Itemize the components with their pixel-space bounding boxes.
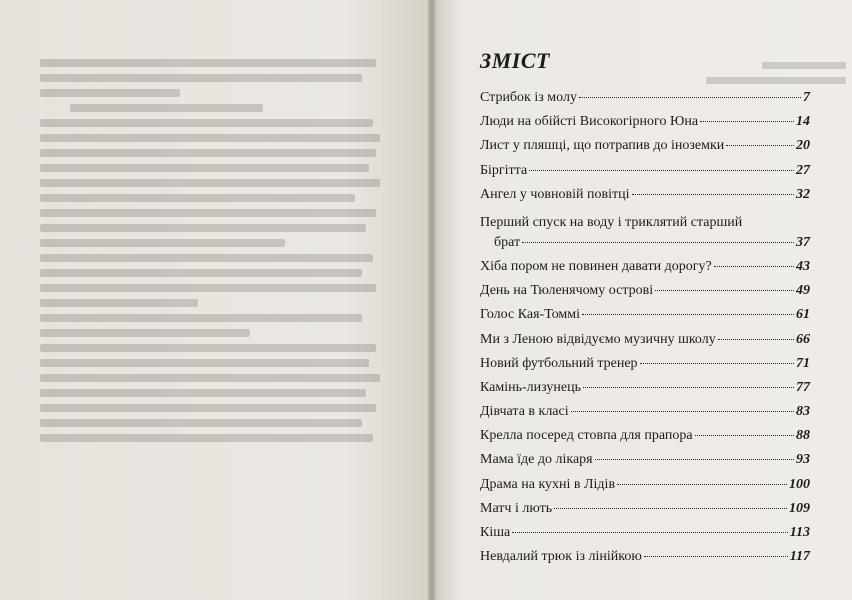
toc-entry-title: Люди на обійсті Високогірного Юна (480, 114, 699, 130)
toc-entry-title: Ми з Леною відвідуємо музичну школу (480, 331, 716, 347)
toc-entry (480, 114, 810, 138)
toc-entry-page: 66 (796, 331, 810, 347)
toc-entry-title: Кіша (480, 525, 511, 540)
toc-entry-page: 27 (796, 162, 810, 178)
table-of-contents (480, 90, 810, 573)
toc-entry-page: 93 (796, 452, 810, 468)
toc-entry-page: 43 (796, 258, 810, 274)
toc-entry-title: Мама їде до лікаря (480, 452, 593, 468)
dot-leader (512, 532, 788, 533)
toc-entry (480, 356, 810, 380)
toc-entry (480, 525, 810, 549)
toc-entry-title: Стрибок із молу (480, 90, 577, 105)
dot-leader (640, 363, 794, 364)
toc-entry-page: 20 (796, 138, 810, 154)
toc-entry-title: Лист у пляшці, що потрапив до іноземки (480, 138, 725, 154)
toc-entry-title: Хіба пором не повинен давати дорогу? (480, 258, 712, 274)
toc-entry-page: 88 (796, 428, 810, 444)
dot-leader (632, 194, 795, 195)
toc-entry (480, 404, 810, 428)
toc-entry-title-continued: брат (494, 234, 521, 250)
toc-heading: ЗМІСТ (480, 48, 550, 73)
toc-entry (480, 90, 810, 114)
dot-leader (617, 484, 787, 485)
toc-entry-page: 61 (796, 307, 810, 323)
toc-entry-page: 14 (796, 114, 810, 130)
toc-entry-page: 109 (789, 500, 810, 516)
toc-entry-page: 7 (803, 90, 810, 105)
toc-entry-page: 83 (796, 404, 810, 420)
bleed-through-text (40, 52, 390, 449)
toc-entry-title: Крелла посеред стовпа для прапора (480, 428, 693, 444)
dot-leader (579, 97, 801, 98)
toc-entry (480, 307, 810, 331)
dot-leader (529, 170, 794, 171)
toc-entry-page: 100 (789, 476, 810, 492)
toc-entry (480, 138, 810, 162)
toc-entry-title: Перший спуск на воду і триклятий старший (480, 214, 743, 230)
toc-entry (480, 332, 810, 356)
book-gutter (428, 0, 436, 600)
toc-entry-title: Голос Кая-Томмі (480, 307, 581, 323)
dot-leader (714, 266, 794, 267)
toc-entry (480, 549, 810, 573)
bleed-through-text-right (706, 54, 846, 92)
dot-leader (700, 121, 794, 122)
toc-entry-title: Камінь-лизунець (480, 379, 581, 395)
dot-leader (583, 387, 794, 388)
dot-leader (554, 508, 787, 509)
dot-leader (571, 411, 794, 412)
toc-entry-page: 49 (796, 283, 810, 299)
toc-entry-title: Біргітта (480, 162, 528, 178)
toc-entry-page: 77 (796, 379, 810, 395)
toc-entry-page: 32 (796, 186, 810, 202)
toc-entry-title: Драма на кухні в Лідів (480, 476, 616, 492)
dot-leader (595, 459, 794, 460)
toc-entry-page: 37 (796, 234, 810, 250)
toc-entry-page: 113 (789, 525, 810, 540)
toc-entry (480, 428, 810, 452)
dot-leader (522, 242, 794, 243)
toc-entry (480, 187, 810, 211)
bleed-through-page-number (44, 561, 47, 576)
toc-entry (480, 501, 810, 525)
toc-entry (480, 211, 810, 259)
toc-entry-title: Новий футбольний тренер (480, 355, 638, 371)
toc-entry-page: 117 (789, 549, 810, 565)
dot-leader (726, 145, 794, 146)
toc-entry-title: Невдалий трюк із лінійкою (480, 549, 642, 565)
toc-entry (480, 477, 810, 501)
dot-leader (695, 435, 794, 436)
toc-entry-title: Ангел у човновій повітці (480, 186, 630, 202)
dot-leader (582, 314, 794, 315)
toc-entry-title: Дівчата в класі (480, 404, 569, 420)
toc-entry (480, 163, 810, 187)
toc-entry (480, 259, 810, 283)
toc-entry-page: 71 (796, 355, 810, 371)
dot-leader (644, 556, 788, 557)
dot-leader (718, 339, 794, 340)
toc-entry (480, 380, 810, 404)
toc-entry (480, 283, 810, 307)
toc-entry-title: День на Тюленячому острові (480, 283, 654, 299)
toc-entry-title: Матч і лють (480, 500, 553, 516)
dot-leader (655, 290, 794, 291)
toc-entry (480, 452, 810, 476)
